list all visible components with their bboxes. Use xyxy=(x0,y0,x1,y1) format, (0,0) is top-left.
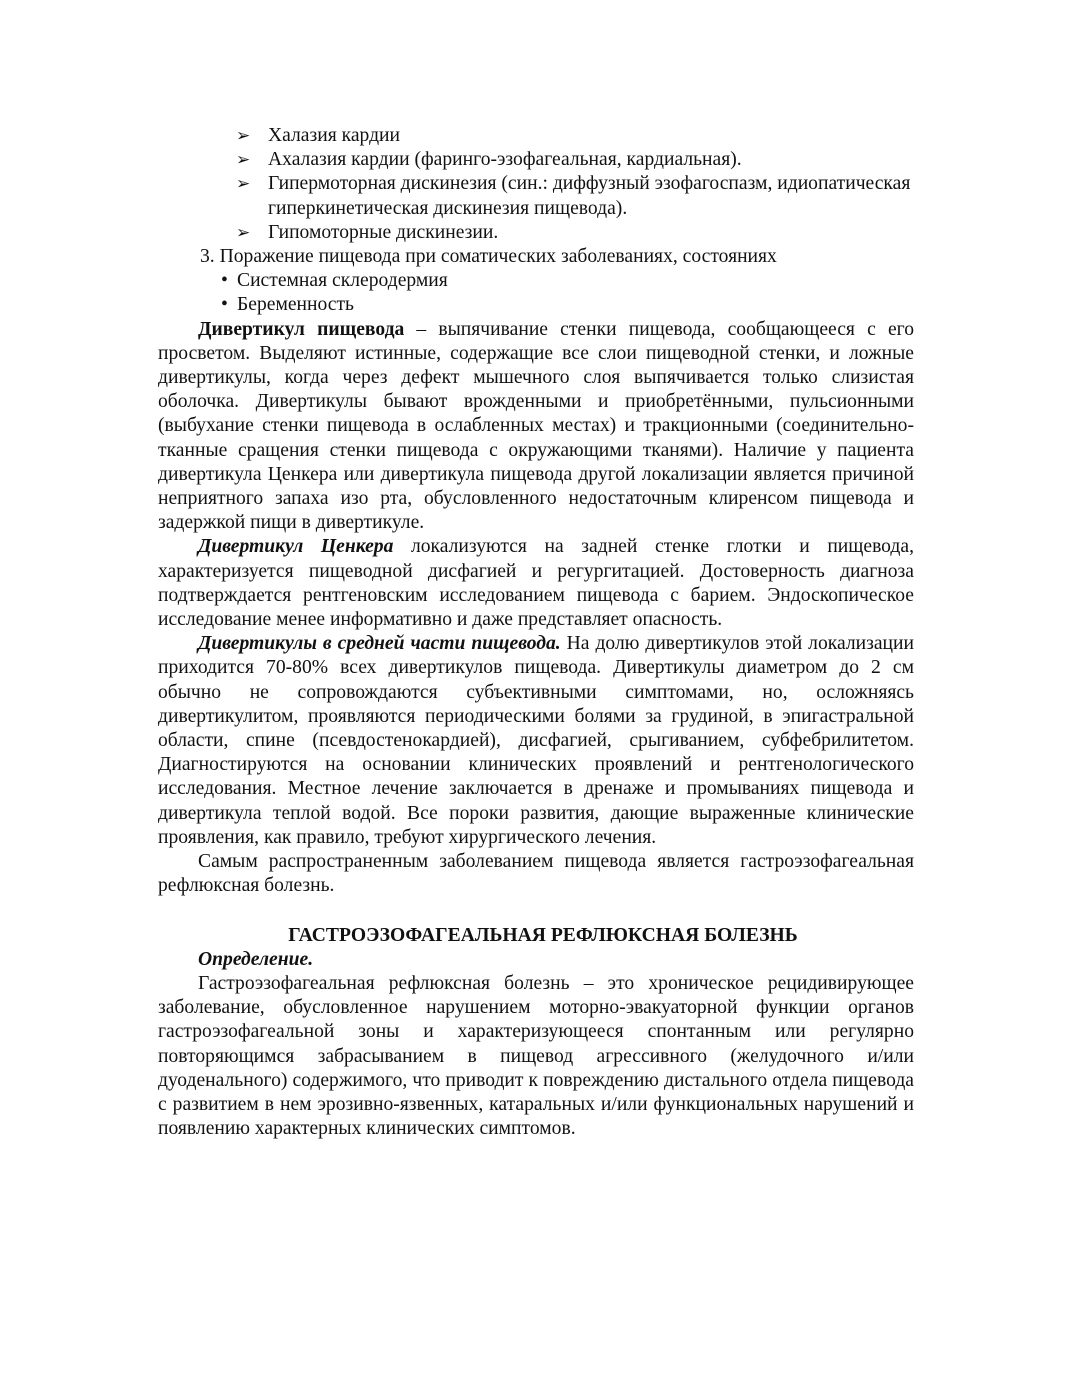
numbered-item: 3. Поражение пищевода при соматических заболеваниях, состояниях xyxy=(200,246,777,268)
paragraph-text: локализуются на задней стенке глотки и пищевода, характеризуется пищеводной дисфагией и регургитацией. Достоверность диагноза подтверждается рентгеновским исследованием пищевода с барием. Эндоскопическое исследование менее информативно и даже представляет опасность. xyxy=(158,536,914,631)
arrow-bullet-icon: ➢ xyxy=(236,126,251,145)
list-item: ➢ Гипермоторная дискинезия (син.: диффузный эзофагоспазм, идиопатическая гиперкинетическая дискинезия пищевода). xyxy=(236,173,911,219)
term-bold: Дивертикул пищевода xyxy=(198,318,405,340)
list-item: • Системная склеродермия xyxy=(158,269,914,293)
round-bullet-icon: • xyxy=(221,294,228,316)
list-item: ➢ Гипомоторные дискинезии. xyxy=(158,221,914,245)
document-page xyxy=(158,124,914,1141)
paragraph-middle-diverticula xyxy=(158,632,914,850)
round-bullet-icon: • xyxy=(221,270,228,292)
arrow-bullet-icon: ➢ xyxy=(236,150,251,170)
section-heading: ГАСТРОЭЗОФАГЕАЛЬНАЯ РЕФЛЮКСНАЯ БОЛЕЗНЬ xyxy=(288,924,798,946)
list-item: • Беременность xyxy=(158,293,914,317)
paragraph-definition: Гастроэзофагеальная рефлюксная болезнь – это хроническое рецидивирующее заболевание, обусловленное нарушением моторно-эвакуаторной функции органов гастроэзофагеальной зоны и характеризующееся спонтанным или регулярно повторяющимся забрасыванием в пищевод агрессивного (желудочного и/или дуоденального) содержимого, что приводит к повреждению дистального отдела пищевода с развитием в нем эрозивно-язвенных, катаральных и/или функциональных нарушений и появлению характерных клинических симптомов. xyxy=(158,972,914,1140)
arrow-bullet-icon: ➢ xyxy=(236,222,251,242)
list-item: ➢ Халазия кардии xyxy=(158,124,914,148)
paragraph-text: На долю дивертикулов этой локализации приходится 70-80% всех дивертикулов пищевода. Дивертикулы диаметром до 2 см обычно не сопровождаются субъективными симптомами, но, осложняясь дивертикулитом, проявляются периодическими болями за грудиной, в эпигастральной области, спине (псевдостенокардией), дисфагией, срыгиванием, субфебрилитетом. Диагностируются на основании клинических проявлений и рентгенологического исследования. Местное лечение заключается в дренаже и промываниях пищевода и дивертикула теплой водой. Все пороки развития, дающие выраженные клинические проявления, как правило, требуют хирургического лечения. xyxy=(158,633,914,848)
paragraph-text: – выпячивание стенки пищевода, сообщающееся с его просветом. Выделяют истинные, содержащие все слои пищеводной стенки, и ложные дивертикулы, когда через дефект мышечного слоя выпячивается только слизистая оболочка. Дивертикулы бывают врожденными и приобретёнными, пульсионными (выбухание стенки пищевода в ослабленных местах) и тракционными (соединительно-тканные сращения стенки пищевода с окружающими тканями). Наличие у пациента дивертикула Ценкера или дивертикула пищевода другой локализации является причиной неприятного запаха изо рта, обусловленного недостаточным клиренсом пищевода и задержкой пищи в дивертикуле. xyxy=(158,318,914,534)
paragraph-diverticulum xyxy=(158,318,914,536)
arrow-bullet-icon: ➢ xyxy=(236,174,251,194)
paragraph-zenker xyxy=(158,535,914,632)
term-bold-italic: Дивертикул Ценкера xyxy=(198,536,394,558)
arrow-list xyxy=(158,124,914,245)
list-item: ➢ Ахалазия кардии (фаринго-эзофагеальная, кардиальная). xyxy=(158,148,914,172)
term-bold-italic: Дивертикулы в средней части пищевода. xyxy=(198,633,561,655)
subheading: Определение. xyxy=(198,948,314,970)
bullet-list xyxy=(158,269,914,317)
paragraph-common: Самым распространенным заболеванием пищевода является гастроэзофагеальная рефлюксная болезнь. xyxy=(158,851,914,897)
